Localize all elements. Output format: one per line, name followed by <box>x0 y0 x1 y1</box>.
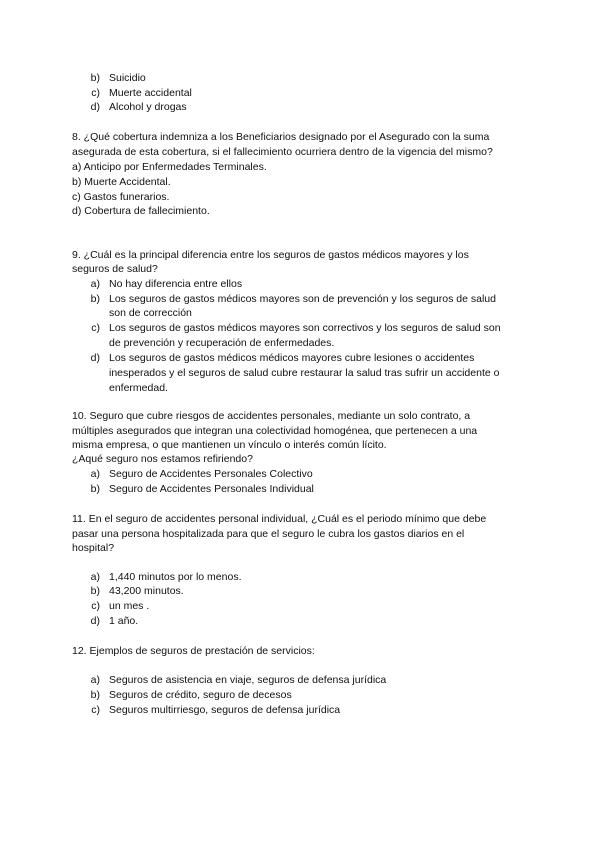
list-item: c) Gastos funerarios. <box>72 191 170 203</box>
option-marker: b) <box>90 483 100 495</box>
option-marker: b) <box>90 585 100 597</box>
option-text: Los seguros de gastos médicos médicos mayores cubre lesiones o accidentes <box>109 352 475 364</box>
option-text: 1,440 minutos por lo menos. <box>109 571 242 583</box>
option-marker: d) <box>90 615 100 627</box>
question-text: 8. ¿Qué cobertura indemniza a los Beneficiarios designado por el Asegurado con la suma <box>72 131 490 143</box>
option-marker: a) <box>90 674 100 686</box>
option-marker: d) <box>90 352 100 364</box>
option-text: Seguro de Accidentes Personales Individual <box>109 483 314 495</box>
option-marker: a) <box>90 468 100 480</box>
question-text: 9. ¿Cuál es la principal diferencia entre los seguros de gastos médicos mayores y los <box>72 249 469 261</box>
option-text: Suicidio <box>109 72 146 84</box>
option-marker: b) <box>90 72 100 84</box>
option-marker: d) <box>90 101 100 113</box>
option-text: inesperados y el seguros de salud cubre restaurar la salud tras sufrir un accidente o <box>109 367 500 379</box>
option-text: Seguros de asistencia en viaje, seguros de defensa jurídica <box>109 674 387 686</box>
question-text: 12. Ejemplos de seguros de prestación de servicios: <box>72 645 315 657</box>
option-text: Seguros de crédito, seguro de decesos <box>109 689 292 701</box>
option-text: Seguros multirriesgo, seguros de defensa jurídica <box>109 704 341 716</box>
option-text: enfermedad. <box>109 382 168 394</box>
list-item: d) Cobertura de fallecimiento. <box>72 205 210 217</box>
option-text: Seguro de Accidentes Personales Colectivo <box>109 468 313 480</box>
option-text: son de corrección <box>109 307 192 319</box>
question-text: 11. En el seguro de accidentes personal individual, ¿Cuál es el periodo mínimo que debe <box>72 513 487 525</box>
list-item: b) Muerte Accidental. <box>72 176 171 188</box>
option-text: Alcohol y drogas <box>109 101 187 113</box>
option-marker: b) <box>90 689 100 701</box>
option-text: Los seguros de gastos médicos mayores son de prevención y los seguros de salud <box>109 293 496 305</box>
option-text: No hay diferencia entre ellos <box>109 278 243 290</box>
question-text: ¿Aqué seguro nos estamos refiriendo? <box>72 453 253 465</box>
option-marker: c) <box>91 704 100 716</box>
option-marker: c) <box>91 322 100 334</box>
option-text: Los seguros de gastos médicos mayores son correctivos y los seguros de salud son <box>109 322 501 334</box>
question-text: asegurada de esta cobertura, si el fallecimiento ocurriera dentro de la vigencia del mismo? <box>72 146 493 158</box>
question-text: múltiples asegurados que integran una colectividad homogénea, que pertenecen a una <box>72 425 478 437</box>
question-text: hospital? <box>72 542 115 554</box>
option-marker: c) <box>91 87 100 99</box>
option-marker: a) <box>90 278 100 290</box>
question-text: seguros de salud? <box>72 263 158 275</box>
question-text: pasar una persona hospitalizada para que el seguro le cubra los gastos diarios en el <box>72 528 465 540</box>
option-text: un mes . <box>109 600 150 612</box>
option-marker: b) <box>90 293 100 305</box>
option-text: 43,200 minutos. <box>109 585 184 597</box>
option-marker: a) <box>90 571 100 583</box>
question-text: misma empresa, o que mantienen un vínculo o interés común lícito. <box>72 439 387 451</box>
question-text: 10. Seguro que cubre riesgos de accidentes personales, mediante un solo contrato, a <box>72 410 471 422</box>
option-text: 1 año. <box>109 615 139 627</box>
option-text: Muerte accidental <box>109 87 192 99</box>
option-text: de prevención y recuperación de enfermedades. <box>109 337 335 349</box>
list-item: a) Anticipo por Enfermedades Terminales. <box>72 161 267 173</box>
option-marker: c) <box>91 600 100 612</box>
